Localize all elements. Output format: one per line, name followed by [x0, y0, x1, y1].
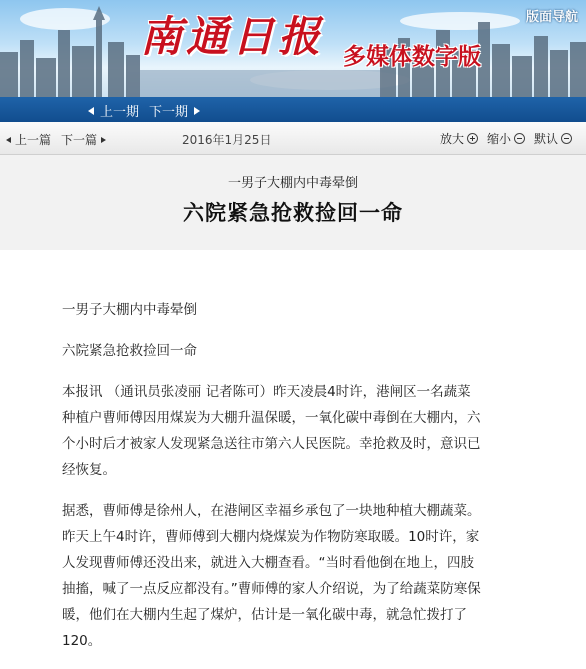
issue-navigation-bar	[0, 97, 586, 122]
next-article-link[interactable]: 下一篇	[61, 133, 98, 147]
default-size-icon[interactable]	[561, 133, 572, 144]
default-size-label[interactable]: 默认	[533, 132, 558, 146]
article-paragraph: 据悉，曹师傅是徐州人，在港闸区幸福乡承包了一块地种植大棚蔬菜。昨天上午4时许，曹师傅到大棚内烧煤炭为作物防寒取暖。10时许，家人发现曹师傅还没出来，就进入大棚查看。“当时看他倒在地上，四肢抽搐，喊了一点反应都没有。”曹师傅的家人介绍说，为了给蔬菜防寒保暖，他们在大棚内生起了煤炉，估计是一氧化碳中毒，就急忙拨打了120。	[62, 503, 481, 649]
article-title: 六院紧急抢救捡回一命	[183, 201, 403, 225]
issue-date: 2016年1月25日	[182, 133, 272, 147]
arrow-left-icon	[88, 107, 94, 115]
zoom-in-icon[interactable]	[467, 133, 478, 144]
article-paragraph: 一男子大棚内中毒晕倒	[62, 302, 197, 318]
arrow-right-icon	[194, 107, 200, 115]
previous-issue-link[interactable]: 上一期	[100, 105, 140, 120]
zoom-out-icon[interactable]	[514, 133, 525, 144]
article-header	[0, 155, 586, 250]
article-toolbar	[0, 122, 586, 155]
arrow-right-icon	[101, 137, 106, 143]
previous-article-link[interactable]: 上一篇	[15, 133, 52, 147]
zoom-out-label[interactable]: 缩小	[486, 132, 511, 146]
article-body	[62, 297, 482, 669]
next-issue-link[interactable]: 下一期	[149, 105, 189, 120]
newspaper-logo: 南通日报	[140, 12, 325, 61]
arrow-left-icon	[6, 137, 11, 143]
zoom-in-label[interactable]: 放大	[439, 132, 464, 146]
article-paragraph: 本报讯 （通讯员张凌丽 记者陈可）昨天凌晨4时许，港闸区一名蔬菜种植户曹师傅因用煤炭为大棚升温保暖，一氧化碳中毒倒在大棚内，六个小时后才被家人发现紧急送往市第六人民医院。幸抢救及时，意识已经恢复。	[62, 384, 481, 478]
page-navigation-link[interactable]: 版面导航	[525, 10, 578, 25]
article-paragraph: 六院紧急抢救捡回一命	[62, 343, 197, 359]
edition-label: 多媒体数字版	[343, 44, 481, 70]
article-subtitle: 一男子大棚内中毒晕倒	[227, 176, 358, 191]
masthead-banner	[0, 0, 586, 97]
